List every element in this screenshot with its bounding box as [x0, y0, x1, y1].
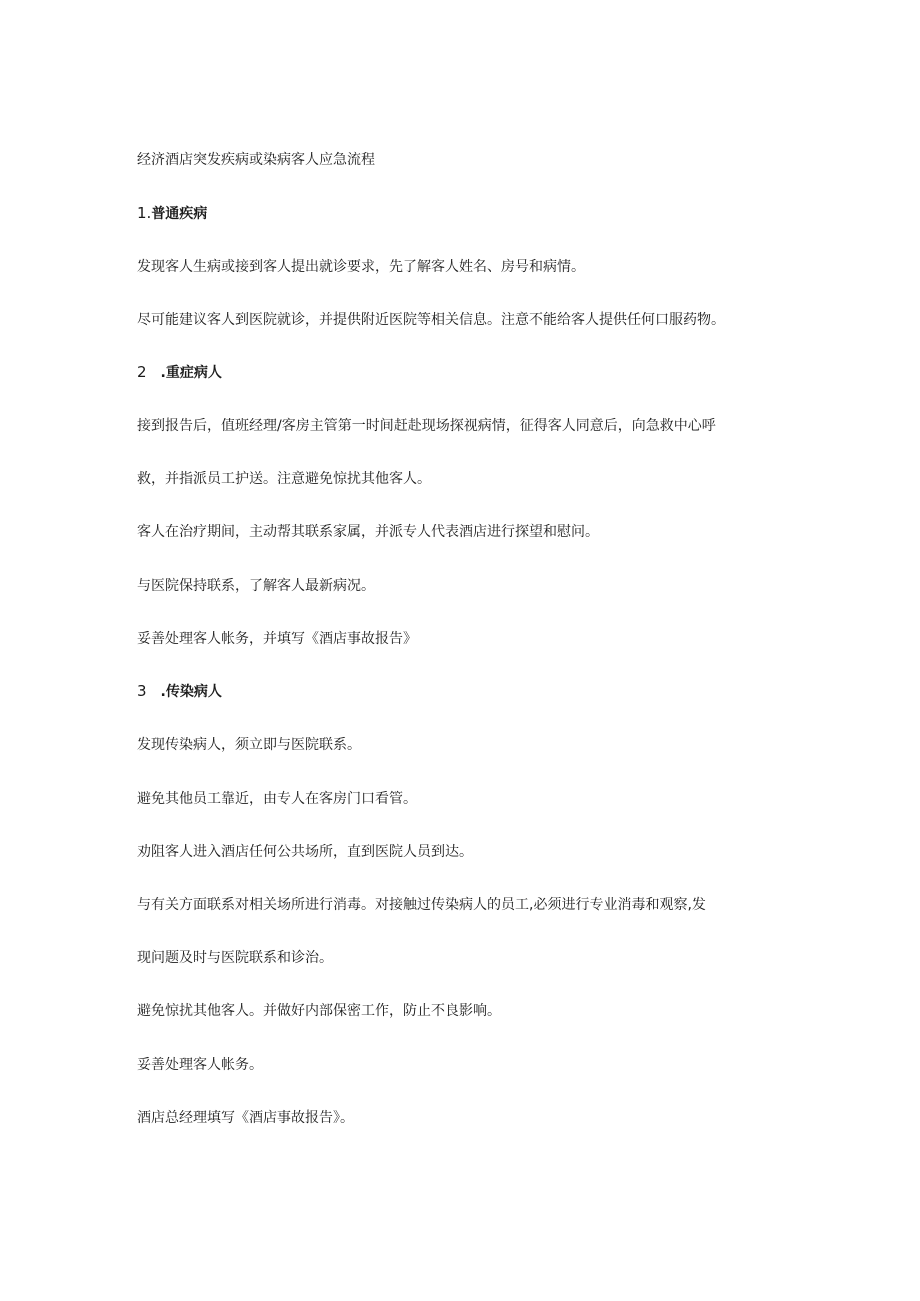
paragraph: 避免其他员工靠近，由专人在客房门口看管。	[137, 791, 417, 807]
paragraph: 发现传染病人，须立即与医院联系。	[137, 737, 361, 753]
section-number-1: 1.	[137, 204, 152, 222]
paragraph: 接到报告后，值班经理/客房主管第一时间赶赴现场探视病情，征得客人同意后，向急救中心呼	[137, 418, 716, 434]
section-heading-2	[137, 362, 222, 383]
section-title-2: .重症病人	[160, 365, 222, 381]
paragraph: 妥善处理客人帐务，并填写《酒店事故报告》	[137, 631, 417, 647]
section-heading-3	[137, 681, 222, 702]
section-title-1: 普通疾病	[151, 206, 208, 222]
paragraph: 发现客人生病或接到客人提出就诊要求，先了解客人姓名、房号和病情。	[137, 259, 585, 275]
paragraph: 妥善处理客人帐务。	[137, 1057, 263, 1073]
paragraph: 与有关方面联系对相关场所进行消毒。对接触过传染病人的员工,必须进行专业消毒和观察,发	[137, 897, 706, 913]
section-number-3: 3	[137, 682, 147, 700]
document-title: 经济酒店突发疾病或染病客人应急流程	[137, 152, 375, 168]
paragraph: 救，并指派员工护送。注意避免惊扰其他客人。	[137, 471, 431, 487]
paragraph: 现问题及时与医院联系和诊治。	[137, 950, 333, 966]
paragraph: 客人在治疗期间，主动帮其联系家属，并派专人代表酒店进行探望和慰问。	[137, 524, 599, 540]
section-title-3: .传染病人	[160, 684, 222, 700]
paragraph: 劝阻客人进入酒店任何公共场所，直到医院人员到达。	[137, 844, 473, 860]
section-heading-1	[137, 203, 207, 224]
paragraph: 尽可能建议客人到医院就诊，并提供附近医院等相关信息。注意不能给客人提供任何口服药物。	[137, 312, 725, 328]
paragraph: 与医院保持联系，了解客人最新病况。	[137, 578, 375, 594]
paragraph: 避免惊扰其他客人。并做好内部保密工作，防止不良影响。	[137, 1003, 501, 1019]
section-number-2: 2	[137, 363, 147, 381]
paragraph: 酒店总经理填写《酒店事故报告》。	[137, 1110, 354, 1126]
